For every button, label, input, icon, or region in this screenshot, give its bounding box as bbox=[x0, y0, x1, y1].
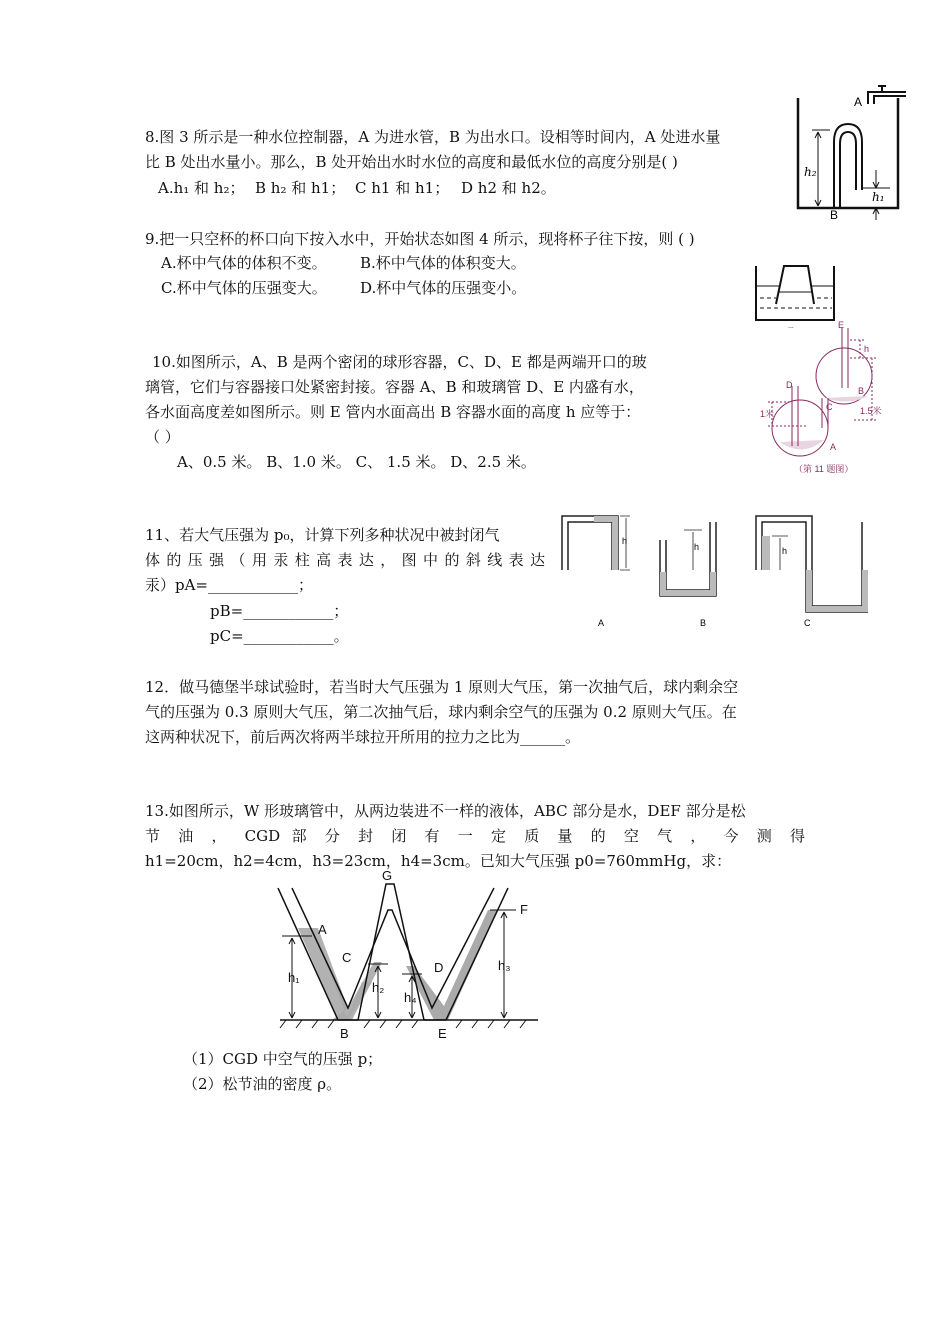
q8-fig-label-h1: h₁ bbox=[872, 190, 885, 204]
q12-line3: 这两种状况下，前后两次将两半球拉开所用的拉力之比为______。 bbox=[145, 728, 581, 746]
q10-spherical-containers-figure bbox=[758, 318, 888, 476]
q13-line1: 13.如图所示，W 形玻璃管中，从两边装进不一样的液体，ABC 部分是水，DEF 部分是松 bbox=[145, 802, 746, 820]
q8-option-b: B h₂ 和 h1； bbox=[255, 179, 346, 197]
q9-stem: 9.把一只空杯的杯口向下按入水中，开始状态如图 4 所示，现将杯子往下按，则 ( ) bbox=[145, 230, 695, 248]
q10-line2: 璃管，它们与容器接口处紧密封接。容器 A、B 和玻璃管 D、E 内盛有水， bbox=[145, 378, 644, 396]
q13-fig-label-c: C bbox=[342, 950, 352, 965]
q8-fig-label-a: A bbox=[854, 95, 863, 109]
q11-line5: pC=____________。 bbox=[210, 627, 349, 645]
q11-fig-c-h: h bbox=[782, 546, 788, 556]
q13-sub1: （1）CGD 中空气的压强 p； bbox=[183, 1050, 383, 1068]
q10-fig-label-1-5m: 1.5米 bbox=[860, 406, 882, 416]
q10-fig-label-c: C bbox=[826, 402, 833, 412]
q12-line1: 12．做马德堡半球试验时，若当时大气压强为 1 原则大气压，第一次抽气后，球内剩余空 bbox=[145, 678, 739, 696]
q13-sub2: （2）松节油的密度 ρ。 bbox=[183, 1075, 342, 1093]
q8-option-c: C h1 和 h1； bbox=[355, 179, 450, 197]
q10-fig-label-a: A bbox=[830, 442, 837, 452]
q11-tubes-figure bbox=[556, 508, 868, 634]
q13-line2: 节 油 ， CGD 部 分 封 闭 有 一 定 质 量 的 空 气 ， 今 测 得 bbox=[145, 827, 805, 845]
q13-fig-label-e: E bbox=[438, 1026, 447, 1040]
q9-option-d: D.杯中气体的压强变小。 bbox=[360, 279, 527, 297]
q13-fig-label-h4: h₄ bbox=[404, 990, 417, 1005]
q11-fig-label-c: C bbox=[804, 618, 811, 628]
q13-fig-label-h3: h₃ bbox=[498, 958, 511, 973]
q9-option-c: C.杯中气体的压强变大。 bbox=[161, 279, 327, 297]
q13-fig-label-f: F bbox=[520, 902, 528, 917]
q13-fig-label-d: D bbox=[434, 960, 444, 975]
q11-fig-b-h: h bbox=[694, 542, 700, 552]
q9-option-b: B.杯中气体的体积变大。 bbox=[360, 254, 526, 272]
q8-option-a: A.h₁ 和 h₂； bbox=[158, 179, 245, 197]
q8-option-d: D h2 和 h2。 bbox=[461, 179, 556, 197]
q13-line3: h1=20cm，h2=4cm，h3=23cm，h4=3cm。已知大气压强 p0=760mmHg，求： bbox=[145, 852, 732, 870]
q10-options: A、0.5 米。 B、1.0 米。 C、 1.5 米。 D、2.5 米。 bbox=[177, 453, 536, 471]
q12-line2: 气的压强为 0.3 原则大气压，第二次抽气后，球内剩余空气的压强为 0.2 原则大气压。在 bbox=[145, 703, 737, 721]
q11-line1: 11、若大气压强为 p₀，计算下列多种状况中被封闭气 bbox=[145, 526, 500, 544]
q9-option-a: A.杯中气体的体积不变。 bbox=[161, 254, 327, 272]
q8-fig-label-b: B bbox=[830, 208, 839, 220]
q10-line1: 10.如图所示，A、B 是两个密闭的球形容器，C、D、E 都是两端开口的玻 bbox=[152, 353, 647, 371]
q10-line3: 各水面高度差如图所示。则 E 管内水面高出 B 容器水面的高度 h 应等于： bbox=[145, 403, 641, 421]
q10-fig-label-b: B bbox=[858, 386, 865, 396]
q11-line3: 汞）pA=____________； bbox=[145, 576, 314, 594]
q8-line2: 比 B 处出水量小。那么，B 处开始出水时水位的高度和最低水位的高度分别是( ) bbox=[145, 153, 678, 171]
q8-fig-label-h2: h₂ bbox=[804, 165, 817, 179]
q10-fig-caption: （第 11 题图） bbox=[794, 464, 854, 474]
q11-line4: pB=____________； bbox=[210, 602, 349, 620]
q9-fig-caption: ... bbox=[788, 323, 794, 330]
q13-fig-label-h1: h₁ bbox=[288, 970, 300, 985]
q11-fig-label-a: A bbox=[598, 618, 605, 628]
q11-fig-label-b: B bbox=[700, 618, 707, 628]
q8-line1: 8.图 3 所示是一种水位控制器，A 为进水管，B 为出水口。设相等时间内，A 处进水量 bbox=[145, 128, 721, 146]
q13-fig-label-g: G bbox=[382, 868, 393, 883]
q10-fig-label-h: h bbox=[864, 344, 870, 354]
q10-fig-label-e: E bbox=[838, 320, 845, 330]
q10-fig-label-d: D bbox=[786, 380, 793, 390]
q10-line4: （ ） bbox=[145, 428, 180, 446]
q11-fig-a-h: h bbox=[622, 536, 628, 546]
q13-fig-label-h2: h₂ bbox=[372, 980, 385, 995]
q13-w-tube-figure bbox=[272, 866, 544, 1040]
q10-fig-label-1m: 1米 bbox=[760, 409, 775, 419]
q13-fig-label-b: B bbox=[340, 1026, 349, 1040]
q8-water-controller-figure bbox=[790, 80, 910, 220]
q13-fig-label-a: A bbox=[318, 922, 327, 937]
q11-line2: 体 的 压 强 （ 用 汞 柱 高 表 达 ， 图 中 的 斜 线 表 达 bbox=[145, 551, 545, 569]
